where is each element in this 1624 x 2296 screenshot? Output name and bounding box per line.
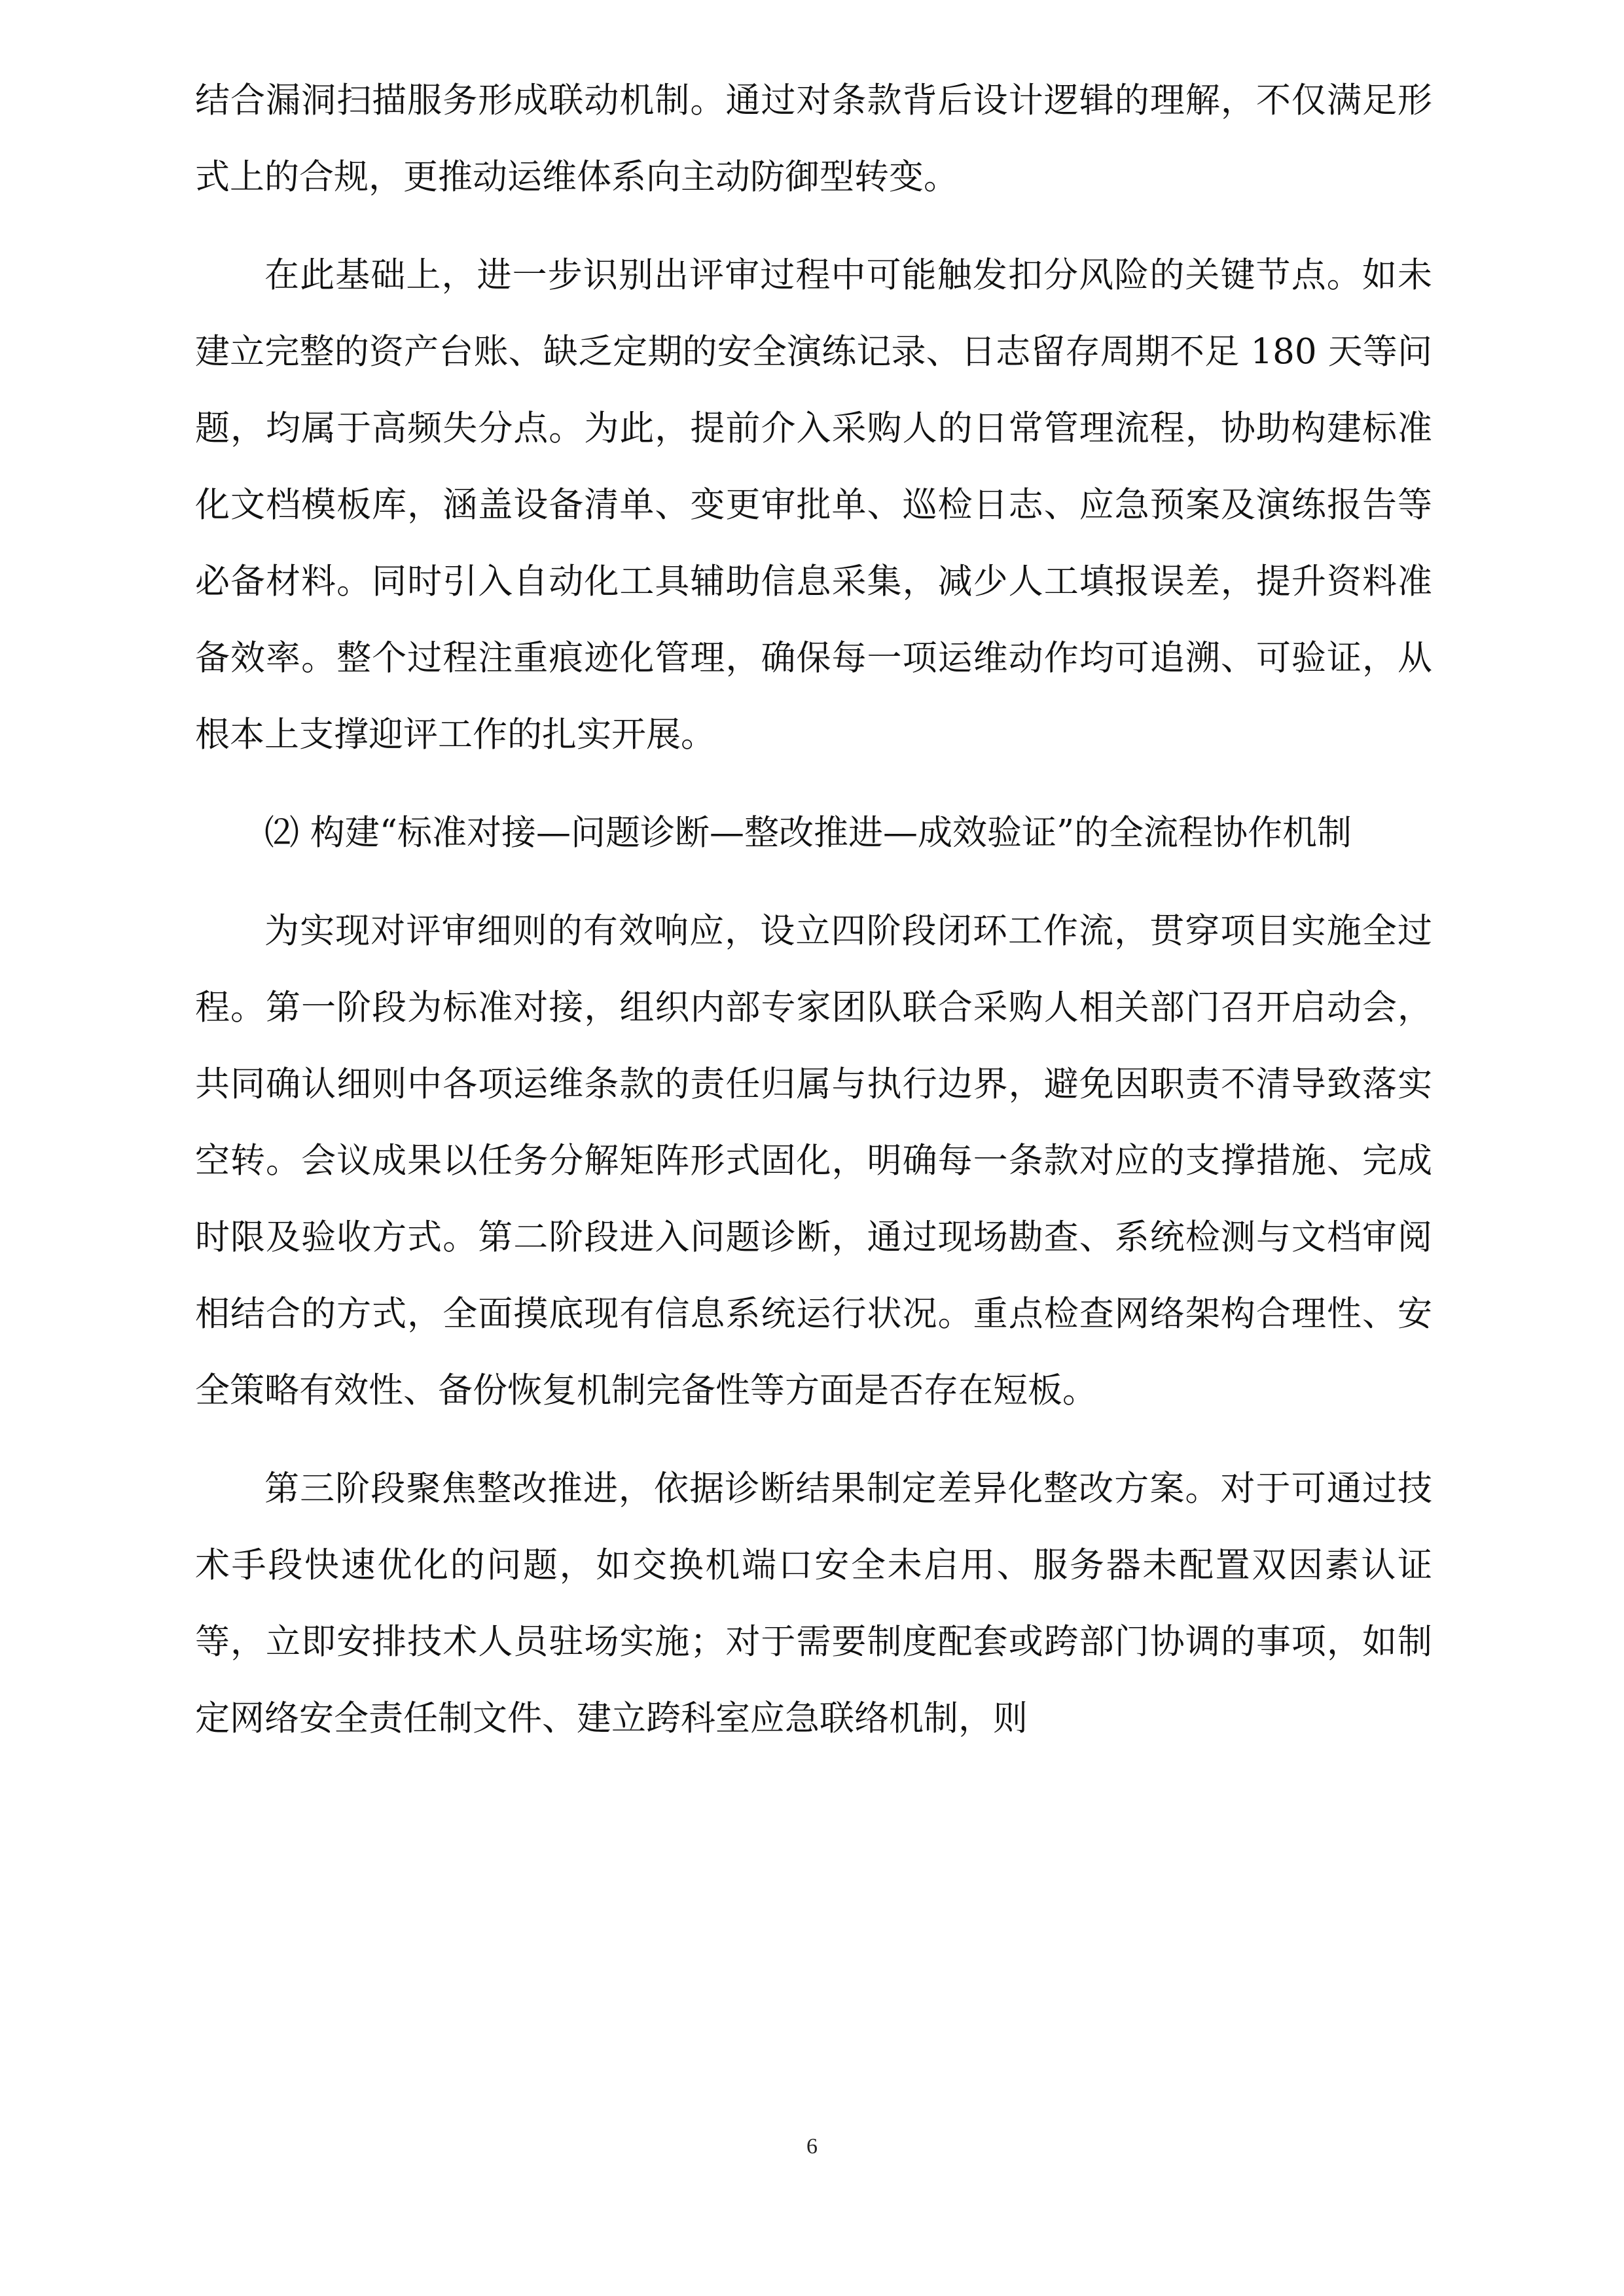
body-text — [195, 62, 1432, 1778]
paragraph-3: 为实现对评审细则的有效响应，设立四阶段闭环工作流，贯穿项目实施全过程。第一阶段为标准对接，组织内部专家团队联合采购人相关部门召开启动会，共同确认细则中各项运维条款的责任归属与执行边界，避免因职责不清导致落实空转。会议成果以任务分解矩阵形式固化，明确每一条款对应的支撑措施、完成时限及验收方式。第二阶段进入问题诊断，通过现场勘查、系统检测与文档审阅相结合的方式，全面摸底现有信息系统运行状况。重点检查网络架构合理性、安全策略有效性、备份恢复机制完备性等方面是否存在短板。 — [195, 911, 1432, 1410]
page-number: 6 — [806, 2134, 818, 2159]
paragraph-1: 结合漏洞扫描服务形成联动机制。通过对条款背后设计逻辑的理解，不仅满足形式上的合规，更推动运维体系向主动防御型转变。 — [195, 81, 1432, 197]
paragraph-4: 第三阶段聚焦整改推进，依据诊断结果制定差异化整改方案。对于可通过技术手段快速优化的问题，如交换机端口安全未启用、服务器未配置双因素认证等，立即安排技术人员驻场实施；对于需要制度配套或跨部门协调的事项，如制定网络安全责任制文件、建立跨科室应急联络机制，则 — [195, 1469, 1432, 1738]
section-heading: ⑵ 构建“标准对接—问题诊断—整改推进—成效验证”的全流程协作机制 — [264, 813, 1352, 853]
paragraph-2: 在此基础上，进一步识别出评审过程中可能触发扣分风险的关键节点。如未建立完整的资产台账、缺乏定期的安全演练记录、日志留存周期不足 180 天等问题，均属于高频失分点。为此，提前介入采购人的日常管理流程，协助构建标准化文档模板库，涵盖设备清单、变更审批单、巡检日志、应急预案及演练报告等必备材料。同时引入自动化工具辅助信息采集，减少人工填报误差，提升资料准备效率。整个过程注重痕迹化管理，确保每一项运维动作均可追溯、可验证，从根本上支撑迎评工作的扎实开展。 — [195, 255, 1432, 755]
